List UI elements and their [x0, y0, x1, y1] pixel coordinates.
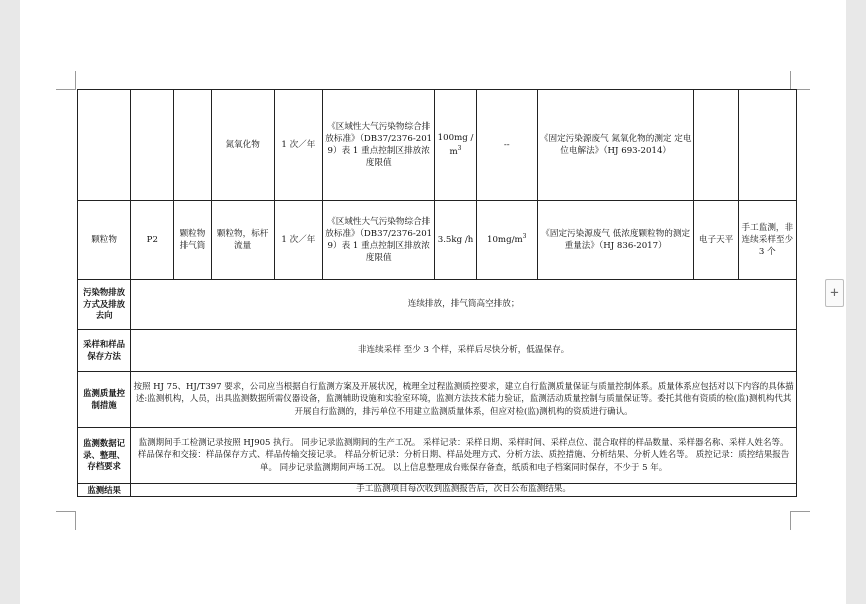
- cell-standard: 《区域性大气污染物综合排放标准》（DB37/2376-2019）表 1 重点控制区排放浓度限值: [322, 90, 434, 201]
- cell-instrument: [694, 90, 738, 201]
- sampling-row: [78, 330, 797, 372]
- discharge-text: 连续排放，排气筒高空排放；: [131, 280, 797, 330]
- conc-limit-value: 10mg/m: [486, 235, 523, 246]
- monitoring-table: [77, 89, 797, 497]
- crop-mark: [790, 511, 791, 530]
- cell-location: 颗粒物排气筒: [174, 201, 211, 280]
- results-row: [78, 484, 797, 497]
- discharge-row: [78, 280, 797, 330]
- qc-text: 按照 HJ 75、HJ/T397 要求，公司应当根据自行监测方案及开展状况，梳理全过程监测质控要求，建立自行监测质量保证与质量控制体系。质量体系应包括对以下内容的具体描述:监测机构，人员，出具监测数据所需仪器设备，监测辅助设施和实验室环境，监测方法技术能力验证，监测活动质量控制与质量保证等。委托其他有资质的检(监)测机构代其开展自行监测的，排污单位不用建立监测质量体系，但应对检(监)测机构的资质进行确认。: [131, 372, 797, 428]
- records-row: [78, 428, 797, 484]
- cell-rate-limit: 3.5kg /h: [435, 201, 476, 280]
- sampling-text: 非连续采样 至少 3 个样，采样后尽快分析，低温保存。: [131, 330, 797, 372]
- conc-limit-unit-sup: 3: [522, 233, 527, 241]
- qc-label: 监测质量控制措施: [78, 372, 131, 428]
- records-label: 监测数据记录、整理、存档要求: [78, 428, 131, 484]
- results-text: 手工监测项目每次收到监测报告后，次日公布监测结果。: [131, 484, 797, 497]
- qc-row: [78, 372, 797, 428]
- sampling-label: 采样和样品保存方法: [78, 330, 131, 372]
- crop-mark: [56, 511, 76, 512]
- crop-mark: [790, 511, 810, 512]
- results-label: 监测结果: [78, 484, 131, 497]
- cell-method: 《固定污染源废气 氮氧化物的测定 定电位电解法》（HJ 693-2014）: [537, 90, 694, 201]
- crop-mark: [75, 511, 76, 530]
- cell-conc-limit: [476, 201, 537, 280]
- cell-frequency: 1 次／年: [274, 90, 322, 201]
- cell-location: [174, 90, 211, 201]
- cell-point: [131, 90, 174, 201]
- cell-standard: 《区域性大气污染物综合排放标准》（DB37/2376-2019）表 1 重点控制区排放浓度限值: [322, 201, 434, 280]
- crop-mark: [75, 71, 76, 90]
- cell-indicator: 氮氧化物: [211, 90, 274, 201]
- table-row: [78, 90, 797, 201]
- cell-method: 《固定污染源废气 低浓度颗粒物的测定 重量法》（HJ 836-2017）: [537, 201, 694, 280]
- cell-item: 颗粒物: [78, 201, 131, 280]
- cell-rate-limit: [435, 90, 476, 201]
- cell-instrument: 电子天平: [694, 201, 738, 280]
- cell-note: [738, 90, 796, 201]
- cell-conc-limit: --: [476, 90, 537, 201]
- cell-note: 手工监测，非连续采样至少 3 个: [738, 201, 796, 280]
- cell-indicator: 颗粒物，标杆流量: [211, 201, 274, 280]
- crop-mark: [56, 89, 76, 90]
- records-text: 监测期间手工检测记录按照 HJ905 执行。 同步记录监测期间的生产工况。 采样记录：采样日期、采样时间、采样点位、混合取样的样品数量、采样器名称、采样人姓名等。 样品保存和交接：样品保存方式、样品传输交接记录。 样品分析记录：分析日期、样品处理方式、分析方法、质控措施、分析结果、分析人姓名等。 质控记录：质控结果报告单。 同步记录监测期间声场工况。 以上信息整理成台账保存备查，纸质和电子档案同时保存，不少于 5 年。: [131, 428, 797, 484]
- crop-mark: [790, 71, 791, 90]
- add-row-button[interactable]: +: [825, 279, 844, 307]
- discharge-label: 污染物排放方式及排放去向: [78, 280, 131, 330]
- rate-limit-value: 100mg /m: [437, 133, 474, 157]
- rate-limit-unit-sup: 3: [457, 144, 462, 152]
- cell-point: P2: [131, 201, 174, 280]
- cell-frequency: 1 次／年: [274, 201, 322, 280]
- cell-item: [78, 90, 131, 201]
- table-row: [78, 201, 797, 280]
